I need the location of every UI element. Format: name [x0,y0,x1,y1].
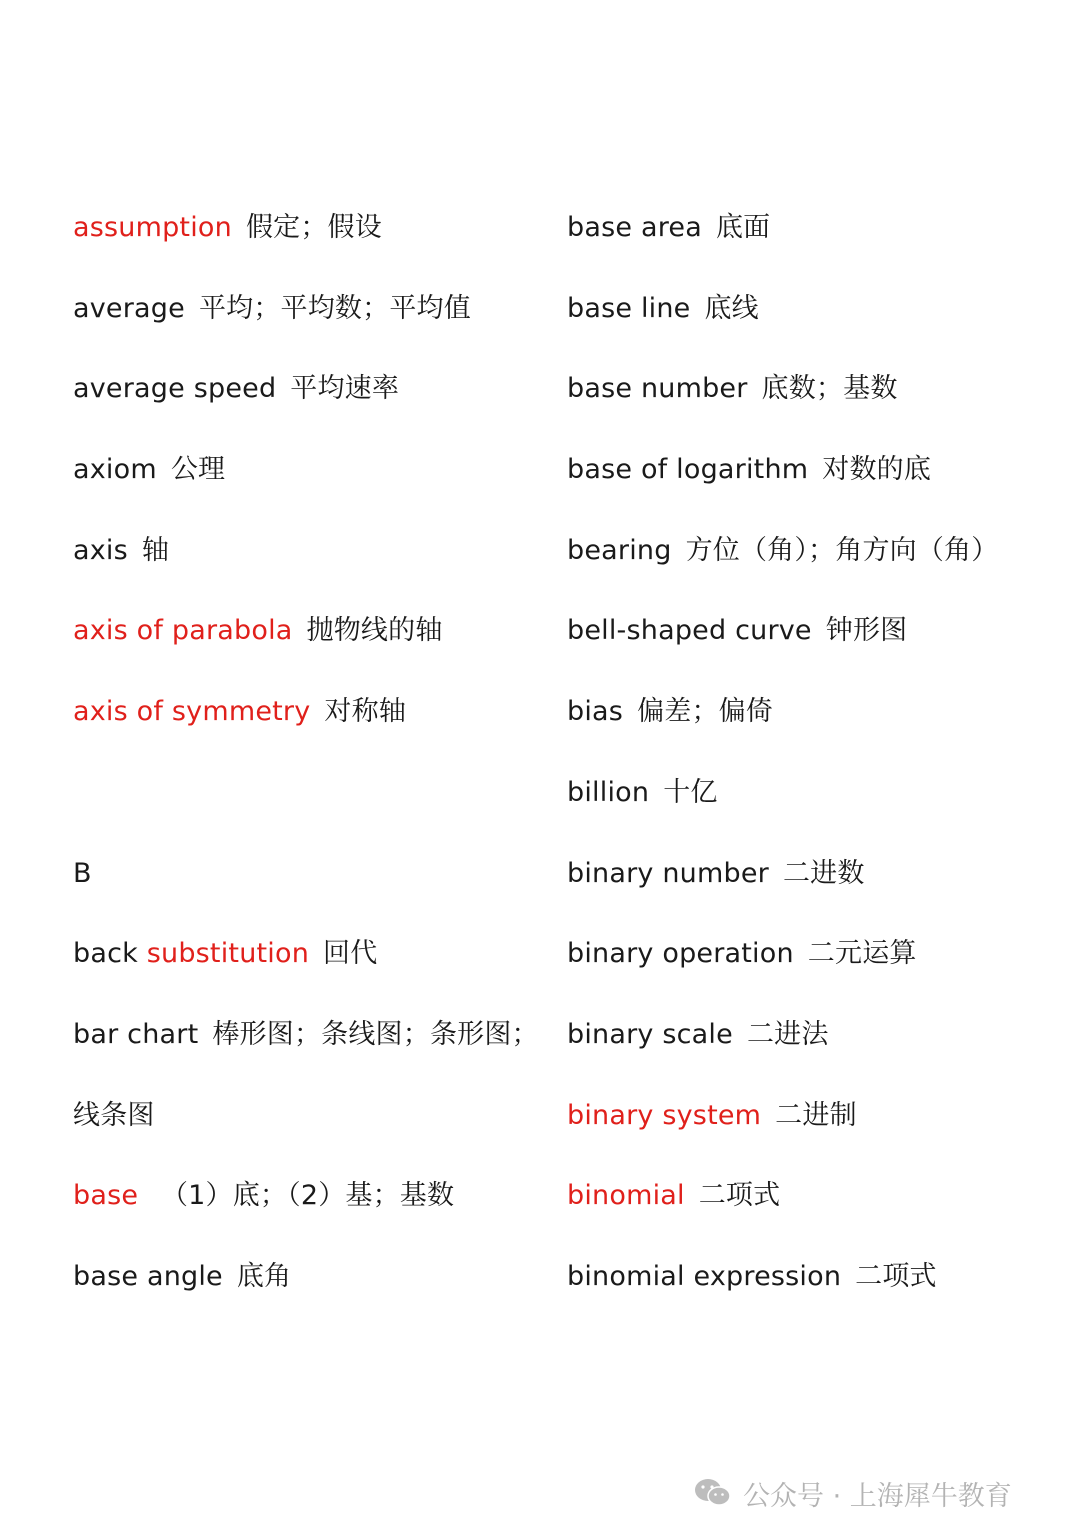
entry-part: 抛物线的轴 [306,615,443,647]
left-glossary-column [73,200,543,1330]
glossary-entry [567,684,1047,765]
glossary-entry [73,846,543,927]
entry-part: 方位（角）；角方向（角） [685,534,999,566]
glossary-entry [567,1088,1047,1169]
entry-part: 底数；基数 [761,373,898,405]
entry-part: 对称轴 [324,696,407,728]
entry-part: 回代 [323,938,378,970]
wechat-icon [693,1477,733,1509]
entry-term: bias [567,696,624,728]
entry-part: 钟形图 [825,615,908,647]
glossary-entry [567,523,1047,604]
entry-part: 假定；假设 [245,212,382,243]
entry-part: 底角 [236,1260,292,1292]
glossary-entry [567,361,1047,442]
entry-part: 对数的底 [822,454,932,486]
right-glossary-column [567,200,1047,1330]
entry-term: binary scale [567,1018,733,1050]
entry-part: 公理 [170,454,226,486]
entry-term: bar chart [73,1018,199,1050]
glossary-entry [73,603,543,684]
glossary-entry [73,361,543,442]
glossary-entry [567,200,1047,281]
glossary-entry [73,1249,543,1330]
entry-term: bearing [567,534,672,566]
entry-part: 底面 [715,212,771,243]
entry-term: binary operation [567,938,794,970]
entry-term: base angle [73,1260,223,1292]
entry-term: base number [567,373,748,405]
entry-term: axis of symmetry [73,696,311,728]
entry-part: 二进法 [746,1018,829,1050]
entry-term: binomial expression [567,1260,842,1292]
glossary-entry [73,926,543,1007]
entry-part: 二项式 [698,1180,781,1212]
entry-part: 二进数 [782,857,865,889]
glossary-entry [567,765,1047,846]
entry-term: average [73,292,185,324]
entry-term: billion [567,776,650,808]
glossary-entry [567,1007,1047,1088]
watermark [693,1470,1012,1516]
glossary-entry [73,1007,543,1088]
entry-part: 底线 [704,292,759,324]
entry-term: axiom [73,454,157,486]
entry-part: substitution [146,938,310,970]
entry-part: 棒形图；条线图；条形图； [212,1018,539,1050]
entry-part: 平均速率 [290,373,400,405]
glossary-entry [73,442,543,523]
entry-term: axis of parabola [73,615,293,647]
glossary-entry [567,442,1047,523]
entry-term: assumption [73,212,232,243]
entry-part: 二项式 [855,1260,937,1292]
entry-term: binary system [567,1099,762,1131]
blank-line [73,765,543,846]
glossary-entry [567,281,1047,362]
entry-part: 二进制 [775,1099,857,1131]
entry-term: base [73,1180,139,1212]
entry-term: base area [567,212,702,243]
watermark-text: 公众号 · 上海犀牛教育 [743,1480,1012,1512]
entry-part: 偏差；偏倚 [637,696,774,728]
entry-term: back [73,938,147,970]
glossary-entry [567,1168,1047,1249]
entry-part: 轴 [141,534,170,566]
entry-part: 二元运算 [807,938,917,970]
entry-term: binomial [567,1180,685,1212]
entry-term: binary number [567,857,769,889]
entry-term: 线条图 [73,1099,155,1131]
glossary-entry [567,846,1047,927]
entry-term: bell-shaped curve [567,615,812,647]
entry-part: 十亿 [663,776,718,808]
glossary-entry [73,523,543,604]
glossary-entry [73,281,543,362]
entry-part: 平均；平均数；平均值 [198,292,471,324]
glossary-entry [73,200,543,281]
glossary-entry [567,926,1047,1007]
entry-term: B [73,857,92,889]
glossary-entry [567,1249,1047,1330]
entry-term: base of logarithm [567,454,809,486]
glossary-entry [73,684,543,765]
entry-term: axis [73,534,128,566]
entry-part: （1）底；（2）基；基数 [152,1180,455,1212]
glossary-entry [567,603,1047,684]
entry-term: base line [567,292,691,324]
entry-term: average speed [73,373,277,405]
glossary-entry [73,1168,543,1249]
glossary-entry [73,1088,543,1169]
